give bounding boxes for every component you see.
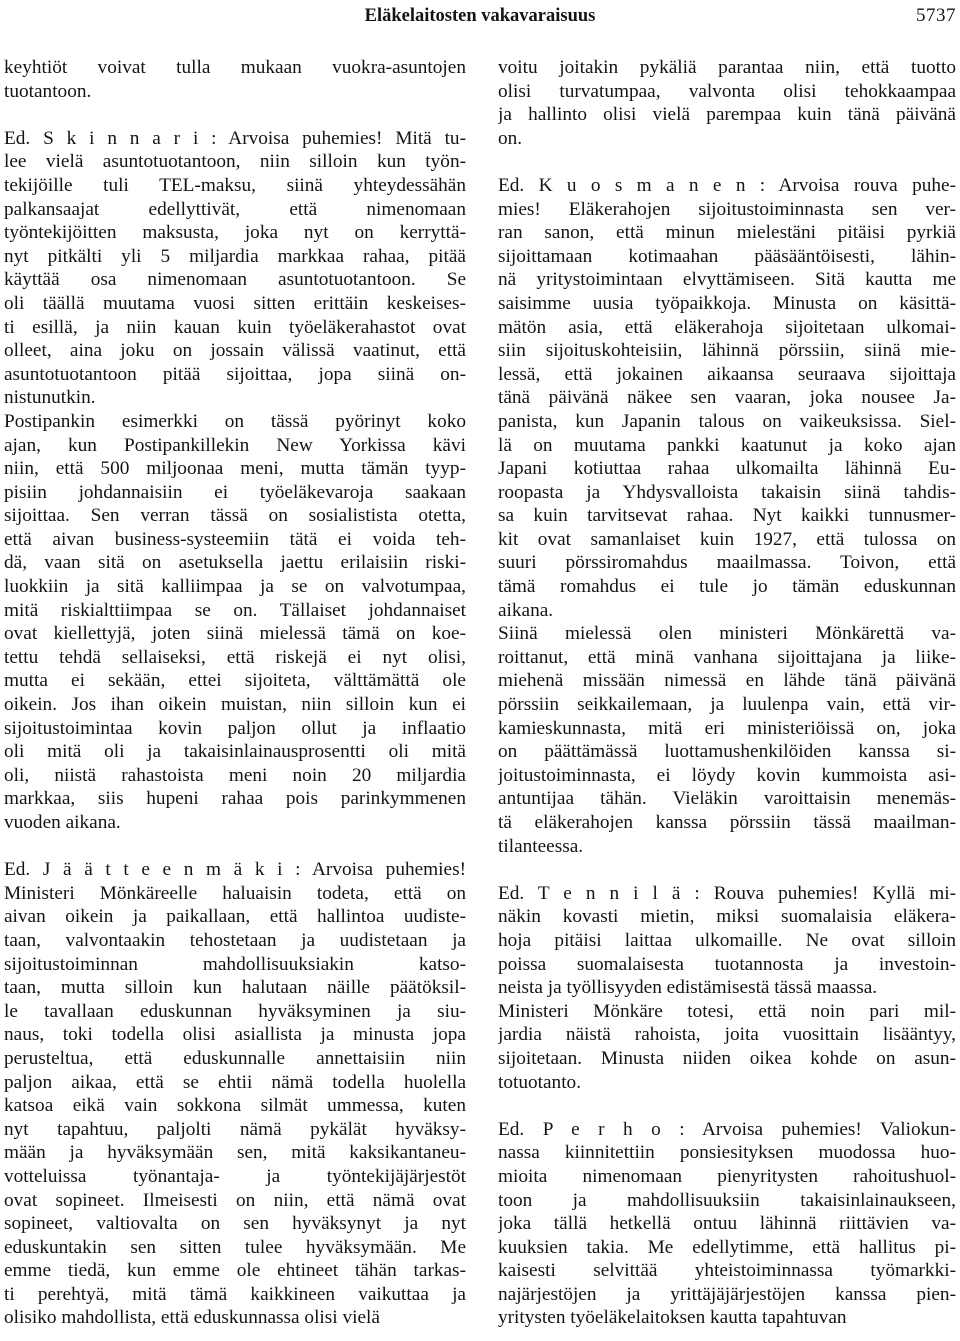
text-line: kit ovat samanlaiset kuin 1927, että tulossa on <box>498 528 956 550</box>
text-line: lee vielä asuntotuotantoon, niin silloin kun työn- <box>4 151 466 173</box>
text-line: työntekijöitten maksusta, joka nyt on kerryttä- <box>4 222 466 244</box>
text-line: antuntijaa tähän. Vieläkin varoittaisin menemäs- <box>498 788 956 810</box>
text-line: najärjestöjen ja yrittäjäjärjestöjen kanssa pien- <box>498 1283 956 1305</box>
text-line: voitu joitakin pykäliä parantaa niin, että tuotto <box>498 57 956 78</box>
text-line: eduskuntakin sen sitten tulee hyväksymään. Me <box>4 1236 466 1258</box>
text-line: tämä romahdus ei tule jo tämän eduskunnan <box>498 576 956 598</box>
text-line: joitustoiminnasta, ei löydy kovin kummoista asi- <box>498 764 956 786</box>
text-line: roopasta ja Yhdysvalloista takaisin siinä tahdis- <box>498 481 956 503</box>
text-line: asuntotuotantoon pitää sijoittaa, jopa siinä on- <box>4 363 466 385</box>
text-line: le tavallaan eduskunnan hyväksyminen ja siu- <box>4 1000 466 1022</box>
text-line: naus, toki todella olisi asiallista ja minusta jopa <box>4 1024 466 1046</box>
text-line: sijoitetaan. Minusta niiden oikea kohde on asun- <box>498 1047 956 1069</box>
text-line: Ministeri Mönkäre totesi, että noin pari mil- <box>498 1000 956 1022</box>
text-line: ja hallinto olisi vielä parempaa kuin tänä päivänä <box>498 104 956 126</box>
text-line: ovat kiellettyjä, joten siinä mielessä tämä on koe- <box>4 623 466 645</box>
text-line: dä, vaan sitä on asetuksella jaettu erilaisiin riski- <box>4 552 466 574</box>
text-line: olisi turvatumpaa, valvonta olisi tehokkaampaa <box>498 80 956 102</box>
text-line: ovat sopineet. Ilmeisesti on niin, että nämä ovat <box>4 1189 466 1211</box>
text-line: sijoittamaan kotimaahan pääsääntöisesti, lähin- <box>498 245 956 267</box>
text-line: näkin kovasti mietin, miksi suomalaisia eläkera- <box>498 906 956 928</box>
text-line: suuri pörssiromahdus maailmassa. Toivon, että <box>498 552 956 574</box>
text-line: sa kuin tarvitsevat rahaa. Nyt kaikki tunnusmer- <box>498 505 956 527</box>
text-line: käyttää osa nimenomaan asuntotuotantoon. Se <box>4 269 466 291</box>
speech-paragraph <box>498 174 956 858</box>
text-line: miehenä missään nimessä en lähde tänä päivänä <box>498 670 956 692</box>
text-line: mätön asia, että eläkerahoja sijoitetaan ulkomai- <box>498 316 956 338</box>
speech-paragraph <box>498 1118 956 1330</box>
text-line: oli, niistä rahastoista meni noin 20 miljardia <box>4 764 466 786</box>
text-line: saisimme uusia työpaikkoja. Minusta on käsittä- <box>498 292 956 314</box>
text-line: sijoitustoimintaa kovin paljon ollut ja inflaatio <box>4 717 466 739</box>
text-line: nassa kiinnitettiin ponsiesityksen muodossa huo- <box>498 1142 956 1164</box>
text-line: tekijöille tuli TEL-maksu, siinä yhteydessähän <box>4 174 466 196</box>
text-line: roittanut, että minä vanhana sijoittajana ja liike- <box>498 646 956 668</box>
text-line: perusteltua, että eduskunnalle annettaisiin niin <box>4 1047 466 1069</box>
text-line: pisiin johdannaisiin ei työeläkevaroja saakaan <box>4 481 466 503</box>
speech-paragraph <box>498 882 956 1094</box>
text-line: lä on muutama pankki kaatunut ja koko ajan <box>498 434 956 456</box>
text-line: aikana. <box>498 599 554 621</box>
text-line: että aivan business-systeemiin tätä ei voida teh- <box>4 528 466 550</box>
text-line: olisiko mahdollista, että eduskunnassa olisi vielä <box>4 1307 380 1329</box>
text-line: sijoittaa. Sen verran tässä on sosialistista otetta, <box>4 505 466 527</box>
text-line: votteluissa työnantaja- ja työntekijäjärjestöt <box>4 1165 466 1187</box>
text-line: Ed. T e n n i l ä : Rouva puhemies! Kyllä mi- <box>498 882 956 904</box>
text-line: Ed. J ä ä t t e e n m ä k i : Arvoisa puhemies! <box>4 859 466 881</box>
paragraph-gap <box>498 858 956 882</box>
text-line: mitä riskialttiimpaa se on. Tällaiset johdannaiset <box>4 599 466 621</box>
text-line: Siinä mielessä olen ministeri Mönkärettä va- <box>498 623 956 645</box>
text-line: taan, mutta silloin kun halutaan näille päätöksil- <box>4 977 466 999</box>
text-line: luokkiin ja sitä kalliimpaa ja se on valvotumpaa, <box>4 576 466 598</box>
text-line: mään ja hyväksymään sen, mitä kaksikantaneu- <box>4 1142 466 1164</box>
text-line: kuuksien takia. Me edellytimme, että hallitus pi- <box>498 1236 956 1258</box>
text-line: ti perehtyä, mitä tämä kaikkineen vaikuttaa ja <box>4 1283 466 1305</box>
paragraph-gap <box>4 103 466 127</box>
text-line: joka tällä hetkellä ontuu lähinnä riittävien va- <box>498 1213 956 1235</box>
text-line: poissa suomalaisesta tuotannosta ja investoin- <box>498 953 956 975</box>
text-line: nistunutkin. <box>4 387 96 409</box>
text-line: Ed. S k i n n a r i : Arvoisa puhemies! Mitä tu- <box>4 127 466 149</box>
speech-paragraph <box>4 858 466 1330</box>
text-line: ti esillä, ja niin kauan kuin työeläkerahastot ovat <box>4 316 466 338</box>
text-line: oikein. Jos ihan oikein muistan, niin silloin kun ei <box>4 694 466 716</box>
speech-paragraph <box>4 127 466 835</box>
text-line: tettu tehdä sellaiseksi, että riskejä ei nyt olisi, <box>4 646 466 668</box>
text-line: taan, valvontaakin tehostetaan ja uudistetaan ja <box>4 929 466 951</box>
paragraph-gap <box>4 835 466 859</box>
text-line: Japani kotiuttaa rahaa ulkomailta lähinnä Eu- <box>498 458 956 480</box>
running-title: Eläkelaitosten vakavaraisuus <box>364 6 596 26</box>
text-line: Postipankin esimerkki on tässä pyörinyt koko <box>4 410 466 432</box>
text-line: ajan, kun Postipankillekin New Yorkissa kävi <box>4 434 466 456</box>
page-number: 5737 <box>916 5 956 26</box>
text-line: niin, että 500 miljoonaa meni, mutta tämän tyyp- <box>4 458 466 480</box>
text-line: kaisesti selvittää yhteistoiminnassa työmarkki- <box>498 1260 956 1282</box>
text-line: pörssiin seikkailemaan, ja luulenpa vain, että vir- <box>498 694 956 716</box>
text-line: sijoitustoiminnan mahdollisuuksiakin katso- <box>4 953 466 975</box>
text-line: tilanteessa. <box>498 835 584 857</box>
speech-paragraph <box>498 56 956 150</box>
text-line: emme tiedä, kun emme ole ehtineet tähän tarkas- <box>4 1260 466 1282</box>
text-line: tänä päivänä näkee sen vaaran, joka nousee Ja- <box>498 387 956 409</box>
text-line: Ministeri Mönkäreelle haluaisin todeta, että on <box>4 882 466 904</box>
text-line: olleet, aina joku on jossain välissä vaatinut, että <box>4 340 466 362</box>
text-line: oli täällä muutama vuosi sitten erittäin keskeises- <box>4 292 466 314</box>
text-line: markkaa, siis hupeni rahaa pois parinkymmenen <box>4 788 466 810</box>
text-line: nyt tapahtuu, paljolti nämä pykälät hyväksy- <box>4 1118 466 1140</box>
text-line: paljon aikaa, että se ehtii nämä todella huolella <box>4 1071 466 1093</box>
text-line: mioita nimenomaan pienyritysten rahoitushuol- <box>498 1165 956 1187</box>
page-header <box>0 0 960 40</box>
text-line: Ed. P e r h o : Arvoisa puhemies! Valiokun- <box>498 1118 956 1140</box>
text-line: on päättämässä luottamushenkilöiden kanssa si- <box>498 741 956 763</box>
text-line: tä eläkerahojen kanssa pörssiin tässä maailman- <box>498 812 956 833</box>
text-line: katsoa eikä vain sokkona silmät ummessa, kuten <box>4 1095 466 1117</box>
text-line: nyt pitkälti yli 5 miljardia markkaa rahaa, pitää <box>4 245 466 267</box>
text-line: toon ja mahdollisuuksiin takaisinlainaukseen, <box>498 1189 956 1211</box>
text-line: on. <box>498 127 523 149</box>
text-line: kamieskunnasta, mitä eri ministeriöissä on, joka <box>498 717 956 739</box>
text-line: ran sanon, että minun mielestäni pitäisi pyrkiä <box>498 222 956 244</box>
text-line: nä yritystoimintaan elvyttämiseen. Sitä kautta me <box>498 269 956 291</box>
text-line: mies! Eläkerahojen sijoitustoiminnasta sen ver- <box>498 198 956 220</box>
text-line: vuoden aikana. <box>4 812 121 833</box>
text-line: jardia näistä rahoista, joita vuosittain lisääntyy, <box>498 1024 956 1046</box>
text-line: sopineet, valtiovalta on sen hyväksynyt ja nyt <box>4 1213 466 1235</box>
text-line: lessä, että jokainen aikaansa seuraava sijoittaja <box>498 363 956 385</box>
text-line: siin sijoituskohteisiin, lähinnä pörssiin, siinä mie- <box>498 340 956 362</box>
paragraph-gap <box>498 1094 956 1118</box>
text-line: keyhtiöt voivat tulla mukaan vuokra-asuntojen <box>4 57 466 78</box>
text-line: yritysten työeläkelaitoksen kautta tapahtuvan <box>498 1307 847 1329</box>
text-line: tuotantoon. <box>4 80 92 102</box>
text-line: mutta ei sekään, ettei sijoiteta, välttämättä ole <box>4 670 466 692</box>
text-line: neista ja työllisyyden edistämisestä tässä maassa. <box>498 977 878 999</box>
text-line: oli mitä oli ja takaisinlainausprosentti oli mitä <box>4 741 466 763</box>
left-text-column <box>4 56 466 1341</box>
right-text-column <box>498 56 956 1341</box>
text-line: Ed. K u o s m a n e n : Arvoisa rouva puhe- <box>498 174 956 196</box>
text-line: totuotanto. <box>498 1071 582 1093</box>
text-line: hoja pitäisi laittaa ulkomaille. Ne ovat silloin <box>498 929 956 951</box>
paragraph-gap <box>498 150 956 174</box>
text-line: panista, kun Japanin talous on vaikeuksissa. Siel- <box>498 410 956 432</box>
text-line: palkansaajat edellyttivät, että nimenomaan <box>4 198 466 220</box>
text-line: aivan oikein ja paikallaan, että hallintoa uudiste- <box>4 906 466 928</box>
speech-paragraph <box>4 56 466 103</box>
